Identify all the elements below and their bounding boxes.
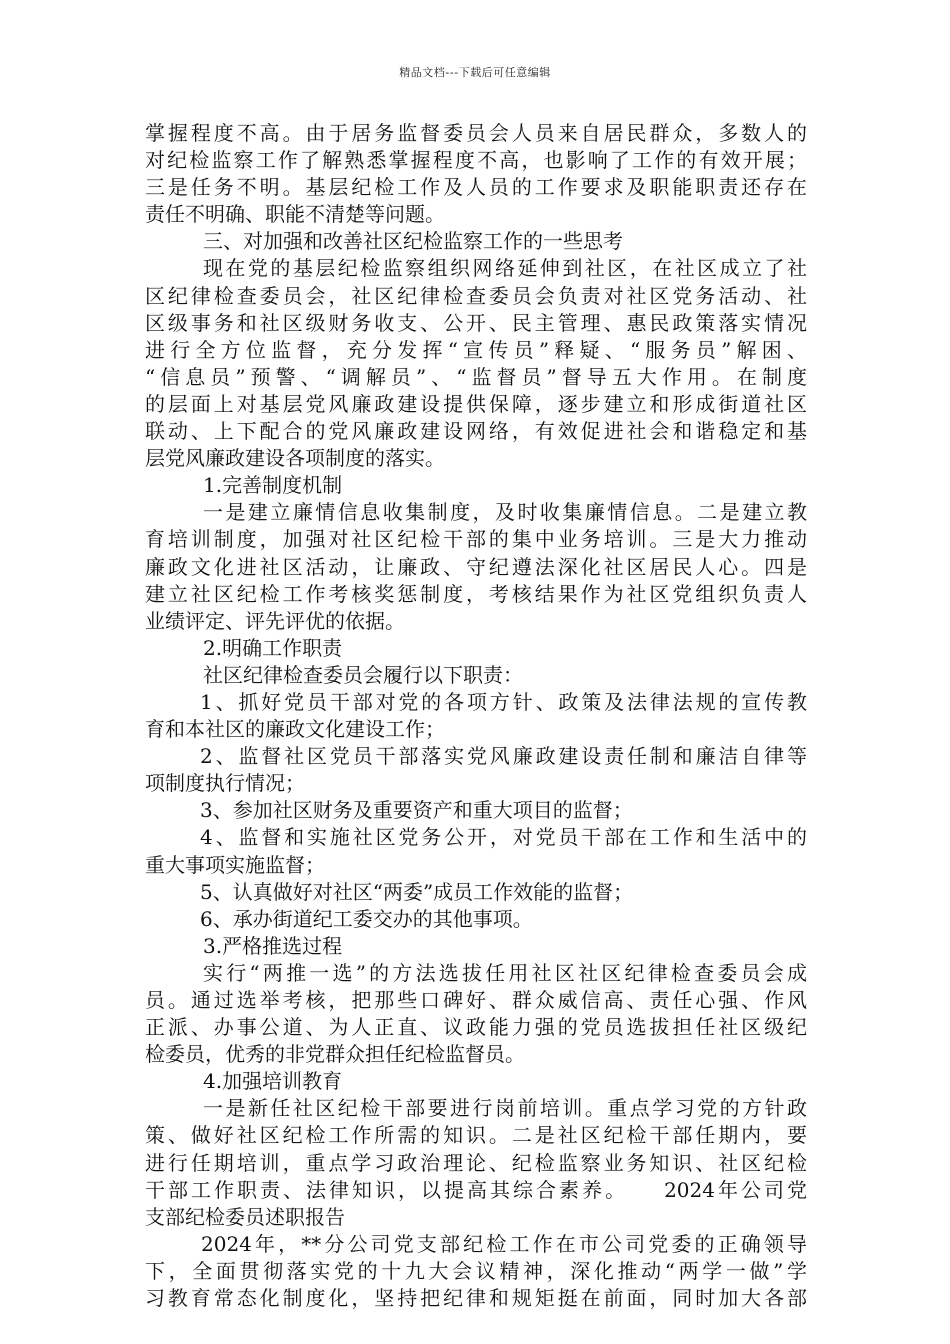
- page-header: 精品文档---下载后可任意编辑: [399, 66, 551, 79]
- text-line: 习教育常态化制度化，坚持把纪律和规矩挺在前面，同时加大各部: [145, 1286, 807, 1311]
- report-title-line: 支部纪检委员述职报告: [145, 1204, 345, 1229]
- text-line: 社区纪律检查委员会履行以下职责：: [203, 662, 523, 687]
- list-item: 4、监督和实施社区党务公开，对党员干部在工作和生活中的: [200, 825, 807, 850]
- subsection-heading: 4.加强培训教育: [203, 1069, 343, 1094]
- text-line: 建立社区纪检工作考核奖惩制度，考核结果作为社区党组织负责人: [145, 581, 807, 606]
- text-line: 干部工作职责、法律知识，以提高其综合素养。 2024年公司党: [145, 1177, 807, 1202]
- text-line: 三是任务不明。基层纪检工作及人员的工作要求及职能职责还存在: [145, 175, 807, 200]
- text-line: 员。通过选举考核，把那些口碑好、群众威信高、责任心强、作风: [145, 988, 807, 1012]
- text-line: 区纪律检查委员会，社区纪律检查委员会负责对社区党务活动、社: [145, 283, 807, 308]
- text-line: 现在党的基层纪检监察组织网络延伸到社区，在社区成立了社: [203, 256, 807, 281]
- text-line: 业绩评定、评先评优的依据。: [145, 608, 405, 633]
- text-line: 实行“两推一选”的方法选拔任用社区社区纪律检查委员会成: [203, 960, 807, 985]
- list-item: 6、承办街道纪工委交办的其他事项。: [200, 906, 533, 931]
- text-line: 掌握程度不高。由于居务监督委员会人员来自居民群众，多数人的: [145, 121, 807, 145]
- text-line: 一是建立廉情信息收集制度，及时收集廉情信息。二是建立教: [203, 500, 807, 525]
- text-line: 策、做好社区纪检工作所需的知识。二是社区纪检干部任期内，要: [145, 1123, 807, 1148]
- text-line: 项制度执行情况；: [145, 771, 305, 796]
- text-line: 一是新任社区纪检干部要进行岗前培训。重点学习党的方针政: [203, 1096, 807, 1121]
- text-line: 重大事项实施监督；: [145, 852, 325, 877]
- text-line: 层党风廉政建设各项制度的落实。: [145, 446, 445, 471]
- document-body: [145, 120, 807, 1312]
- text-line: 正派、办事公道、为人正直、议政能力强的党员选拔担任社区级纪: [145, 1015, 807, 1040]
- text-line: 下，全面贯彻落实党的十九大会议精神，深化推动“两学一做”学: [145, 1258, 807, 1283]
- text-line: 检委员，优秀的非党群众担任纪检监督员。: [145, 1042, 525, 1067]
- text-line: “信息员”预警、“调解员”、“监督员”督导五大作用。在制度: [145, 364, 807, 389]
- list-item: 2、监督社区党员干部落实党风廉政建设责任制和廉洁自律等: [200, 744, 807, 769]
- text-line: 区级事务和社区级财务收支、公开、民主管理、惠民政策落实情况: [145, 310, 807, 335]
- list-item: 3、参加社区财务及重要资产和重大项目的监督；: [200, 798, 633, 823]
- section-heading: 三、对加强和改善社区纪检监察工作的一些思考: [203, 229, 623, 254]
- text-line: 2024年，**分公司党支部纪检工作在市公司党委的正确领导: [201, 1231, 807, 1256]
- text-line: 进行任期培训，重点学习政治理论、纪检监察业务知识、社区纪检: [145, 1150, 807, 1175]
- text-line: 育培训制度，加强对社区纪检干部的集中业务培训。三是大力推动: [145, 527, 807, 552]
- text-line: 育和本社区的廉政文化建设工作；: [145, 717, 445, 742]
- text-line: 的层面上对基层党风廉政建设提供保障，逐步建立和形成街道社区: [145, 391, 807, 416]
- subsection-heading: 3.严格推选过程: [203, 933, 343, 958]
- subsection-heading: 2.明确工作职责: [203, 635, 343, 660]
- text-line: 对纪检监察工作了解熟悉掌握程度不高，也影响了工作的有效开展；: [145, 148, 807, 173]
- list-item: 5、认真做好对社区“两委”成员工作效能的监督；: [200, 879, 634, 904]
- text-line: 责任不明确、职能不清楚等问题。: [145, 202, 445, 227]
- text-line: 联动、上下配合的党风廉政建设网络，有效促进社会和谐稳定和基: [145, 419, 807, 444]
- list-item: 1、抓好党员干部对党的各项方针、政策及法律法规的宣传教: [200, 689, 807, 714]
- subsection-heading: 1.完善制度机制: [203, 473, 343, 498]
- text-line: 进行全方位监督，充分发挥“宣传员”释疑、“服务员”解困、: [145, 337, 807, 362]
- text-line: 廉政文化进社区活动，让廉政、守纪遵法深化社区居民人心。四是: [145, 554, 807, 579]
